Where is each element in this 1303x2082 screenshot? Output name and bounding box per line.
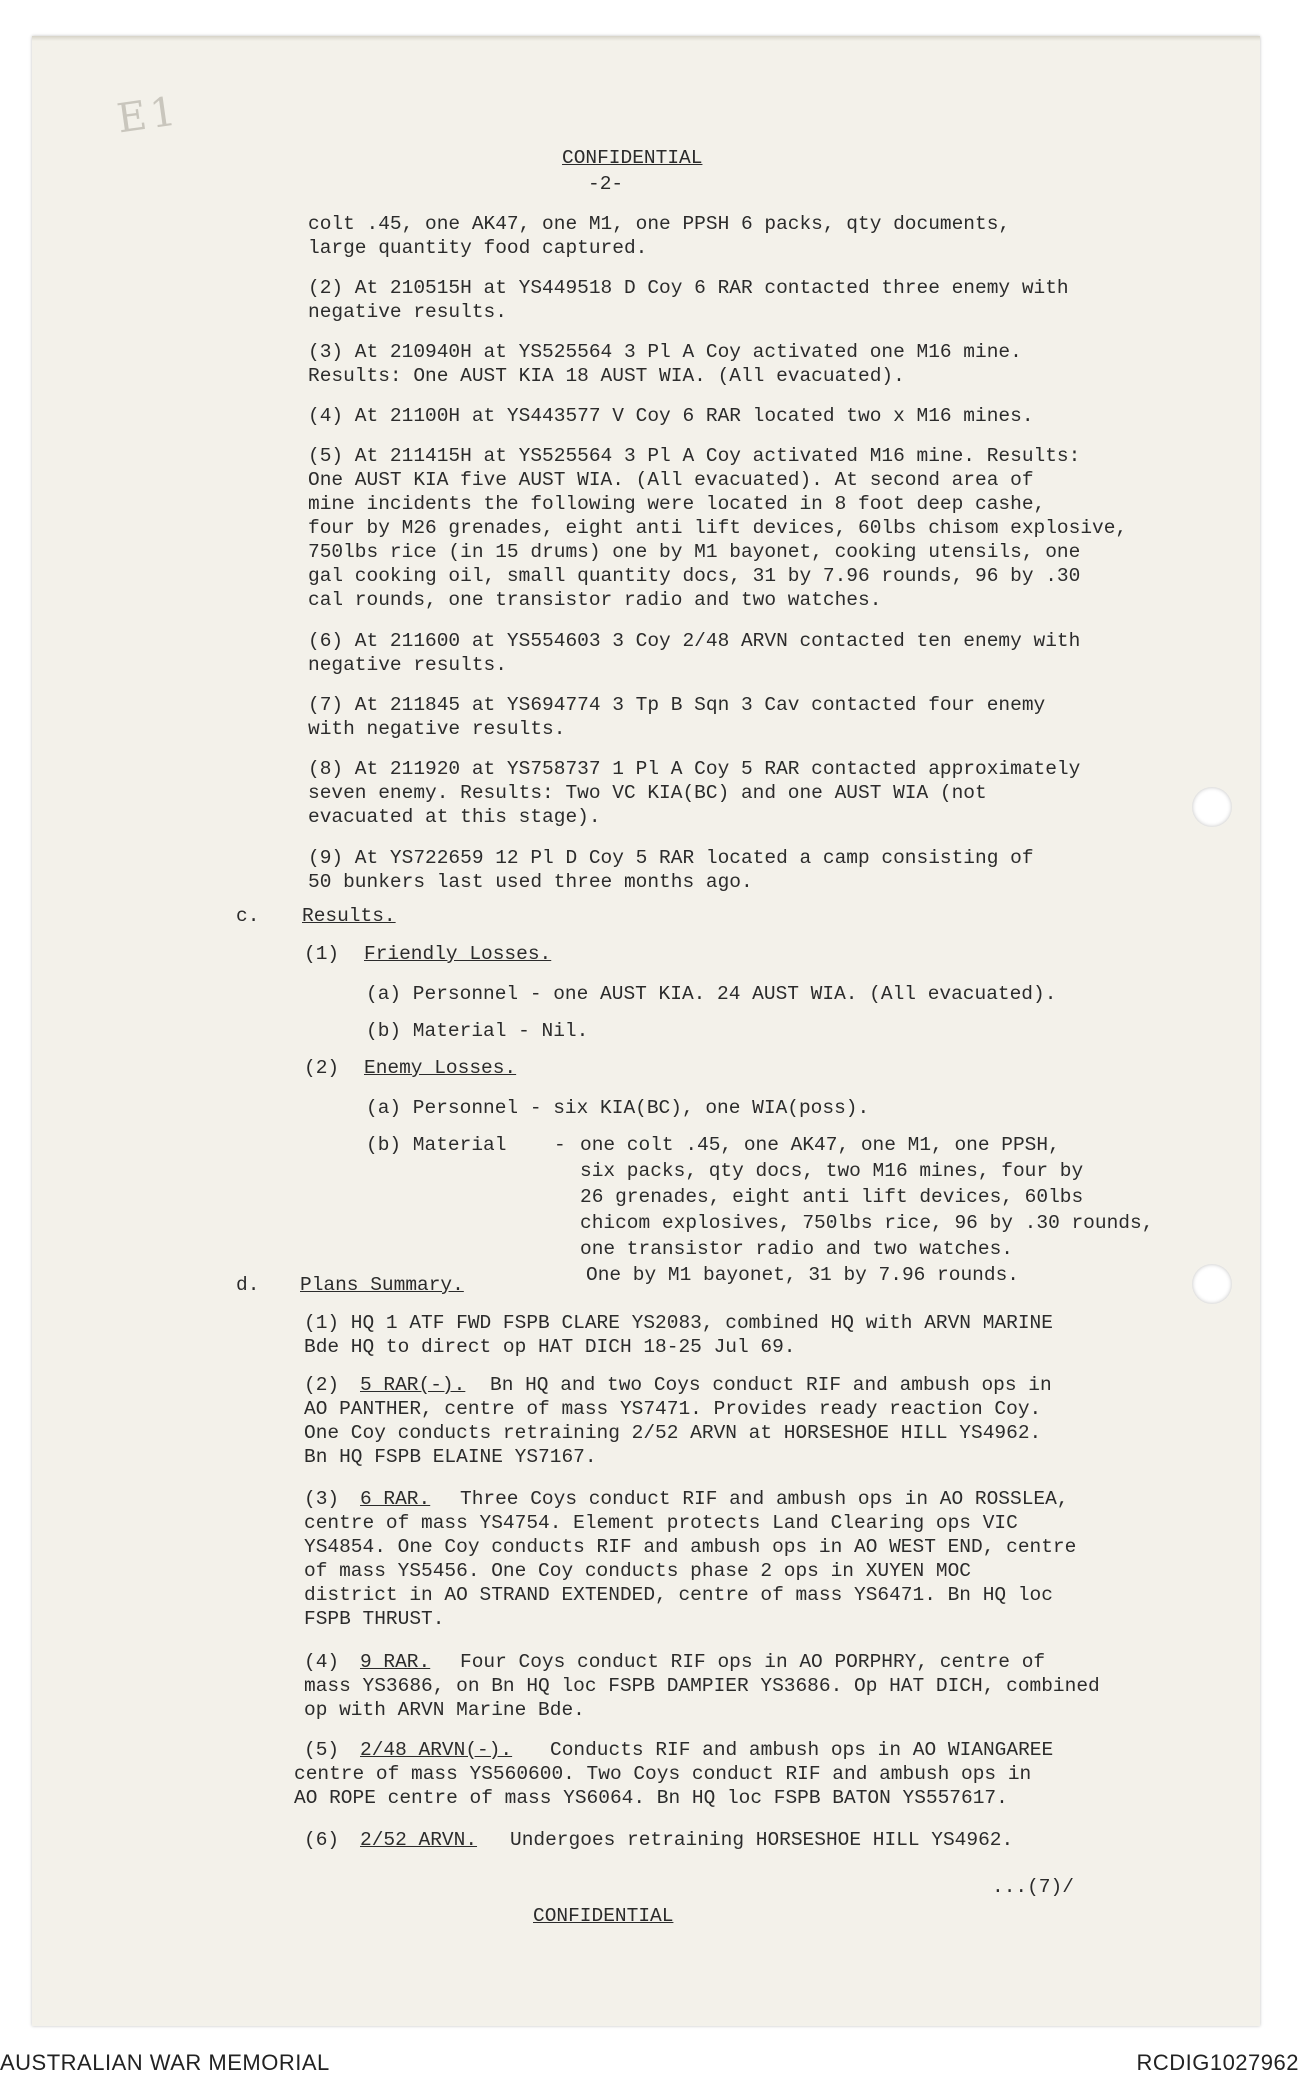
plan-line: mass YS3686, on Bn HQ loc FSPB DAMPIER YS3686. Op HAT DICH, combined [304, 1675, 1100, 1697]
text-line: negative results. [308, 654, 507, 676]
text-line: One AUST KIA five AUST WIA. (All evacuated). At second area of [308, 469, 1034, 491]
text-line: (9) At YS722659 12 Pl D Coy 5 RAR located a camp consisting of [308, 847, 1034, 869]
text-line: (4) At 21100H at YS443577 V Coy 6 RAR located two x M16 mines. [308, 405, 1034, 427]
plan-line: One Coy conducts retraining 2/52 ARVN at HORSESHOE HILL YS4962. [304, 1422, 1042, 1444]
footer-classification: CONFIDENTIAL [533, 1905, 674, 1927]
plan-line: Undergoes retraining HORSESHOE HILL YS4962. [510, 1829, 1014, 1851]
plan-line: of mass YS5456. One Coy conducts phase 2 ops in XUYEN MOC [304, 1560, 972, 1582]
archive-record-id: RCDIG1027962 [1136, 2050, 1299, 2075]
enemy-material-line: One by M1 bayonet, 31 by 7.96 rounds. [586, 1264, 1019, 1286]
text-line: large quantity food captured. [308, 237, 648, 259]
enemy-personnel: (a) Personnel - six KIA(BC), one WIA(poss). [366, 1097, 870, 1119]
plan-unit-6rar: 6 RAR. [360, 1488, 431, 1510]
pencil-mark: E1 [114, 88, 183, 143]
plan-number: (2) [304, 1374, 340, 1396]
enemy-material-line: 26 grenades, eight anti lift devices, 60lbs [580, 1186, 1084, 1208]
plan-number: (6) [304, 1829, 340, 1851]
text-line: gal cooking oil, small quantity docs, 31 by 7.96 rounds, 96 by .30 [308, 565, 1081, 587]
plans-heading: Plans Summary. [300, 1274, 464, 1296]
plan-number: (4) [304, 1651, 340, 1673]
plan-unit-9rar: 9 RAR. [360, 1651, 431, 1673]
continuation-marker: ...(7)/ [992, 1876, 1074, 1898]
friendly-personnel: (a) Personnel - one AUST KIA. 24 AUST WIA. (All evacuated). [366, 983, 1057, 1005]
text-line: with negative results. [308, 718, 566, 740]
plan-line: AO ROPE centre of mass YS6064. Bn HQ loc FSPB BATON YS557617. [294, 1787, 1008, 1809]
plan-line: Four Coys conduct RIF ops in AO PORPHRY, centre of [460, 1651, 1046, 1673]
punch-hole-icon [1192, 1264, 1232, 1304]
text-line: (8) At 211920 at YS758737 1 Pl A Coy 5 RAR contacted approximately [308, 758, 1081, 780]
plan-line: Conducts RIF and ambush ops in AO WIANGAREE [550, 1739, 1054, 1761]
section-label-c: c. [236, 905, 260, 927]
plan-unit-248arvn: 2/48 ARVN(-). [360, 1739, 513, 1761]
friendly-losses-number: (1) [304, 943, 340, 965]
text-line: cal rounds, one transistor radio and two watches. [308, 589, 882, 611]
friendly-material: (b) Material - Nil. [366, 1020, 589, 1042]
plan-line: (1) HQ 1 ATF FWD FSPB CLARE YS2083, combined HQ with ARVN MARINE [304, 1312, 1053, 1334]
enemy-material-label: (b) Material [366, 1134, 507, 1156]
punch-hole-icon [1192, 787, 1232, 827]
text-line: (6) At 211600 at YS554603 3 Coy 2/48 ARVN contacted ten enemy with [308, 630, 1081, 652]
text-line: (5) At 211415H at YS525564 3 Pl A Coy activated M16 mine. Results: [308, 445, 1081, 467]
enemy-losses-number: (2) [304, 1057, 340, 1079]
text-line: 50 bunkers last used three months ago. [308, 871, 753, 893]
enemy-material-line: one colt .45, one AK47, one M1, one PPSH, [580, 1134, 1060, 1156]
text-line: mine incidents the following were located in 8 foot deep cashe, [308, 493, 1046, 515]
plan-line: Bde HQ to direct op HAT DICH 18-25 Jul 69. [304, 1336, 796, 1358]
text-line: negative results. [308, 301, 507, 323]
text-line: (3) At 210940H at YS525564 3 Pl A Coy activated one M16 mine. [308, 341, 1022, 363]
enemy-material-dash: - [554, 1134, 566, 1156]
text-line: evacuated at this stage). [308, 806, 601, 828]
text-line: (7) At 211845 at YS694774 3 Tp B Sqn 3 Cav contacted four enemy [308, 694, 1046, 716]
plan-line: centre of mass YS560600. Two Coys conduct RIF and ambush ops in [294, 1763, 1032, 1785]
plan-line: op with ARVN Marine Bde. [304, 1699, 585, 1721]
page-number: -2- [588, 173, 624, 195]
plan-line: YS4854. One Coy conducts RIF and ambush ops in AO WEST END, centre [304, 1536, 1077, 1558]
page-top-edge [32, 36, 1260, 41]
plan-line: Bn HQ and two Coys conduct RIF and ambush ops in [490, 1374, 1052, 1396]
plan-line: centre of mass YS4754. Element protects Land Clearing ops VIC [304, 1512, 1018, 1534]
text-line: four by M26 grenades, eight anti lift devices, 60lbs chisom explosive, [308, 517, 1128, 539]
plan-unit-5rar: 5 RAR(-). [360, 1374, 466, 1396]
enemy-material-line: chicom explosives, 750lbs rice, 96 by .30 rounds, [580, 1212, 1154, 1234]
document-page [32, 36, 1260, 2026]
enemy-material-line: six packs, qty docs, two M16 mines, four by [580, 1160, 1084, 1182]
plan-line: FSPB THRUST. [304, 1608, 445, 1630]
enemy-losses-heading: Enemy Losses. [364, 1057, 517, 1079]
text-line: Results: One AUST KIA 18 AUST WIA. (All evacuated). [308, 365, 905, 387]
plan-line: Bn HQ FSPB ELAINE YS7167. [304, 1446, 597, 1468]
plan-unit-252arvn: 2/52 ARVN. [360, 1829, 478, 1851]
text-line: 750lbs rice (in 15 drums) one by M1 bayonet, cooking utensils, one [308, 541, 1081, 563]
friendly-losses-heading: Friendly Losses. [364, 943, 552, 965]
enemy-material-line: one transistor radio and two watches. [580, 1238, 1013, 1260]
text-line: (2) At 210515H at YS449518 D Coy 6 RAR contacted three enemy with [308, 277, 1069, 299]
plan-line: AO PANTHER, centre of mass YS7471. Provides ready reaction Coy. [304, 1398, 1042, 1420]
section-label-d: d. [236, 1274, 260, 1296]
text-line: seven enemy. Results: Two VC KIA(BC) and one AUST WIA (not [308, 782, 987, 804]
plan-number: (3) [304, 1488, 340, 1510]
results-heading: Results. [302, 905, 396, 927]
plan-line: district in AO STRAND EXTENDED, centre of mass YS6471. Bn HQ loc [304, 1584, 1053, 1606]
plan-line: Three Coys conduct RIF and ambush ops in AO ROSSLEA, [460, 1488, 1069, 1510]
plan-number: (5) [304, 1739, 340, 1761]
text-line: colt .45, one AK47, one M1, one PPSH 6 packs, qty documents, [308, 213, 1011, 235]
archive-name: AUSTRALIAN WAR MEMORIAL [0, 2050, 330, 2075]
header-classification: CONFIDENTIAL [562, 147, 703, 169]
